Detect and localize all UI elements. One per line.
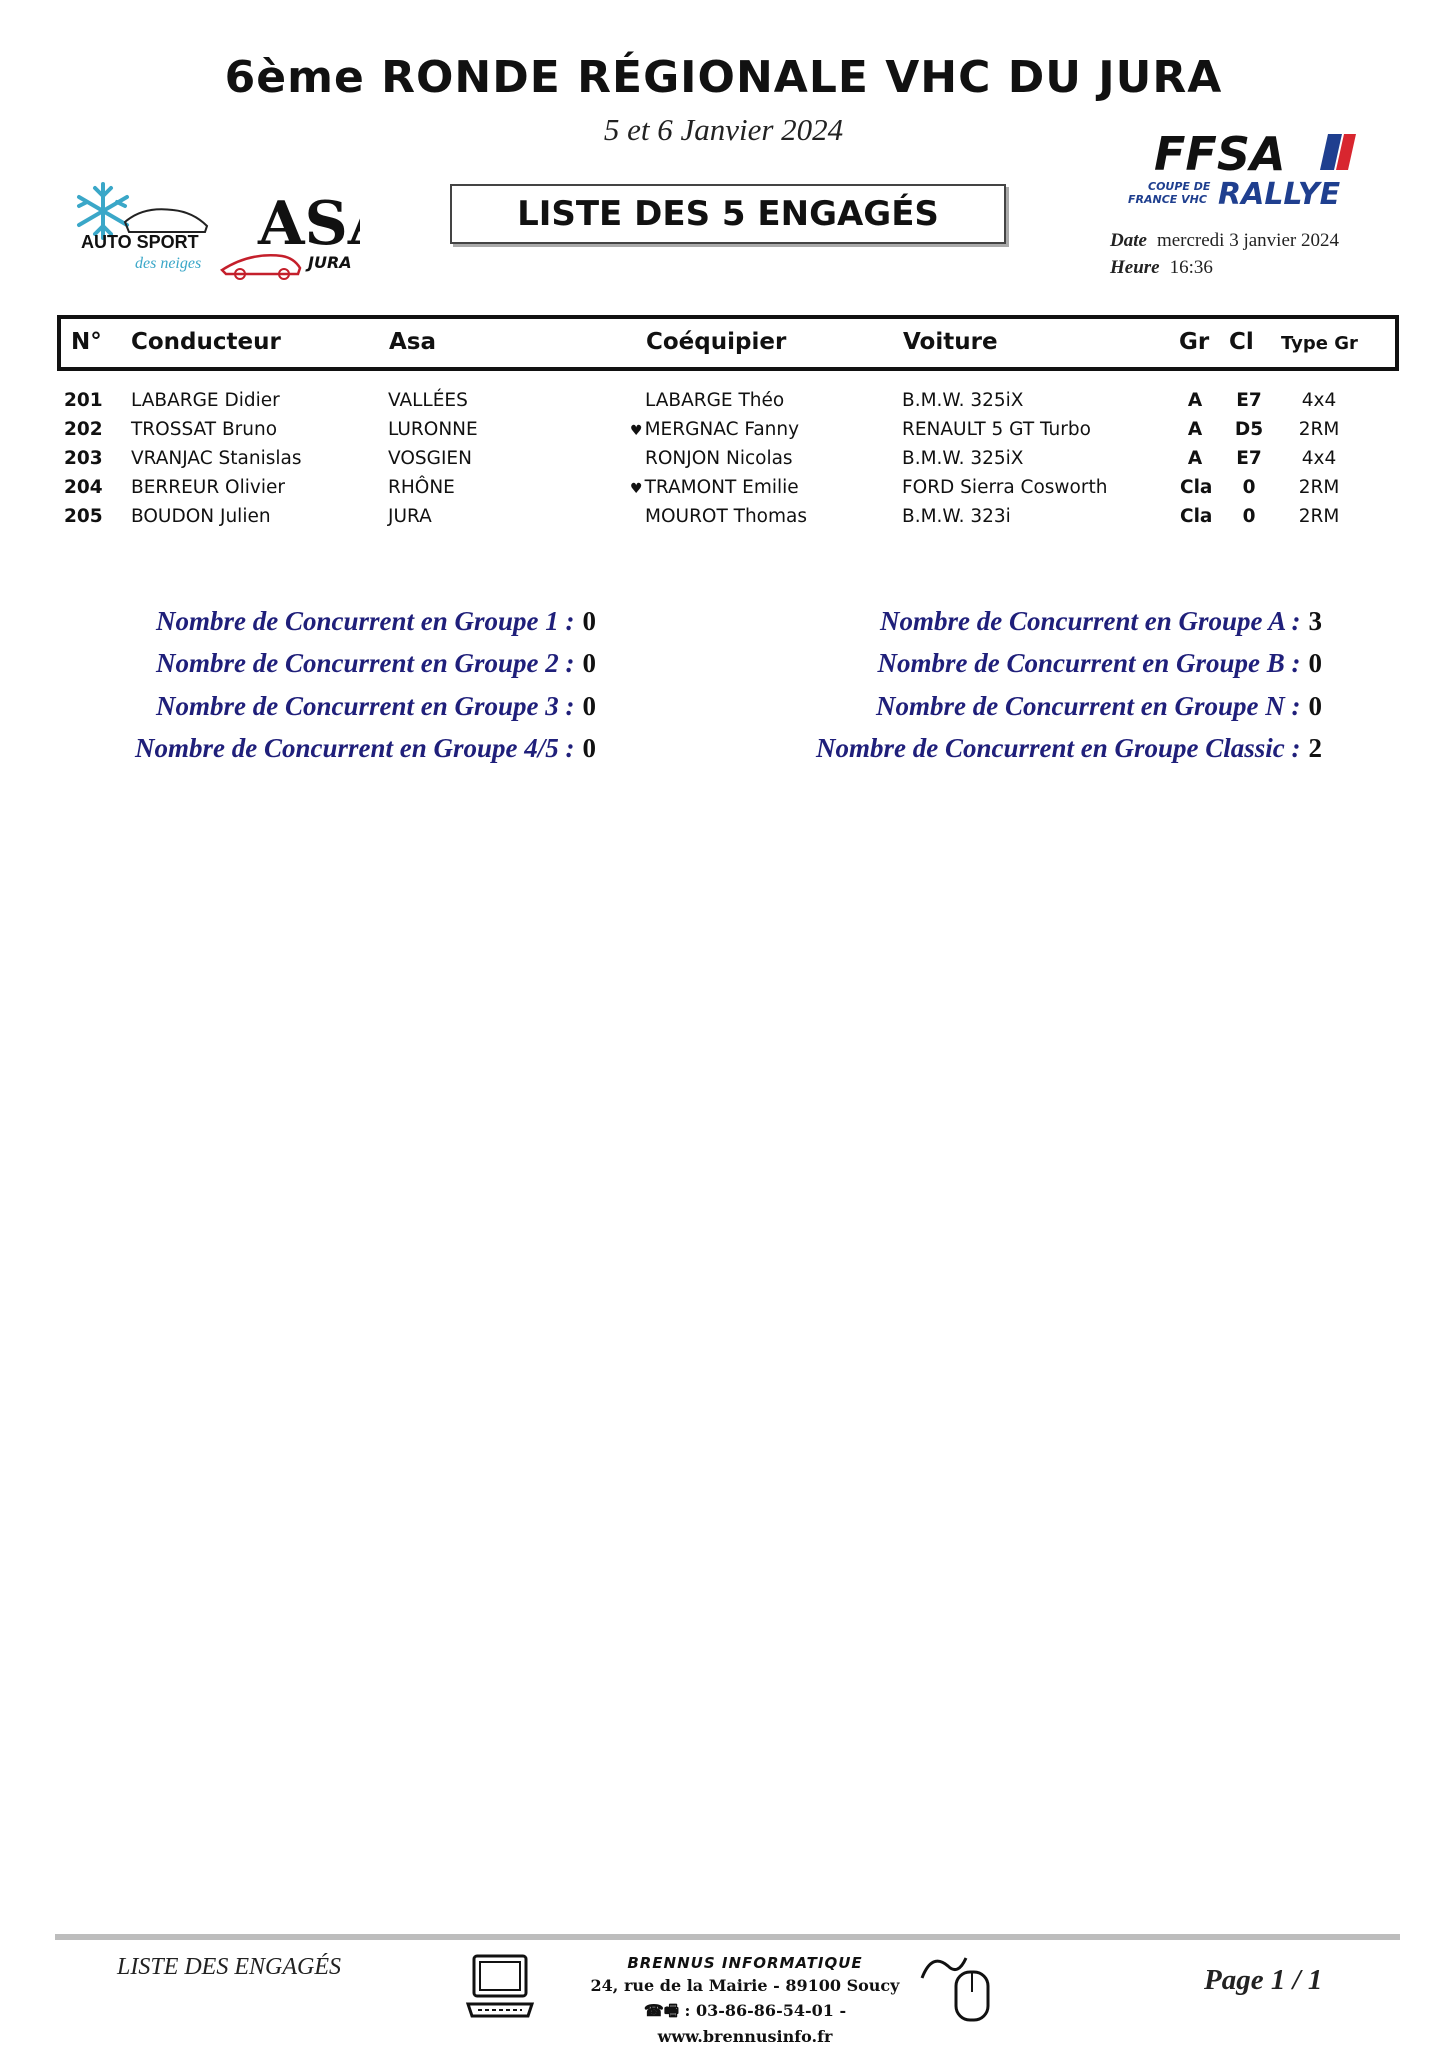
summary-value: 0 xyxy=(1308,648,1322,678)
asa-name: JURA xyxy=(388,506,432,527)
type-group: 4x4 xyxy=(1301,448,1337,469)
car-model: B.M.W. 325iX xyxy=(902,448,1024,469)
list-title-box xyxy=(450,184,1006,244)
summary-label: Nombre de Concurrent en Groupe 3 : xyxy=(155,691,575,721)
type-group: 2RM xyxy=(1298,419,1340,440)
time-value: 16:36 xyxy=(1169,257,1213,278)
header-driver: Conducteur xyxy=(131,329,281,355)
logo-text-jura: JURA xyxy=(308,253,352,272)
codriver-name: RONJON Nicolas xyxy=(645,448,793,469)
logo-text-asa: AS xyxy=(258,189,348,259)
asa-name: RHÔNE xyxy=(388,477,455,498)
footer-brand: BRENNUS INFORMATIQUE xyxy=(627,1954,863,1972)
car-model: RENAULT 5 GT Turbo xyxy=(902,419,1091,440)
logo-text-des-neiges: des neiges xyxy=(135,255,202,272)
table-row xyxy=(0,390,1447,419)
codriver-name: MOUROT Thomas xyxy=(645,506,808,527)
summary-label: Nombre de Concurrent en Groupe 4/5 : xyxy=(134,733,575,763)
group: A xyxy=(1187,419,1203,440)
class: E7 xyxy=(1236,448,1262,469)
auto-sport-des-neiges-logo xyxy=(55,176,215,286)
entry-number: 203 xyxy=(64,448,103,469)
class: D5 xyxy=(1234,419,1264,440)
table-row xyxy=(0,448,1447,477)
logo-text-auto-sport: AUTO SPORT xyxy=(81,232,199,252)
group: Cla xyxy=(1180,477,1213,498)
summary-group-n xyxy=(876,691,1322,722)
footer-divider xyxy=(55,1934,1400,1940)
summary-value: 0 xyxy=(582,733,596,763)
list-title: LISTE DES 5 ENGAGÉS xyxy=(517,194,939,234)
type-group: 2RM xyxy=(1298,506,1340,527)
car-model: FORD Sierra Cosworth xyxy=(902,477,1108,498)
time-line xyxy=(1110,257,1213,279)
summary-group-classic xyxy=(816,733,1322,764)
table-header xyxy=(57,315,1399,371)
event-dates: 5 et 6 Janvier 2024 xyxy=(603,112,844,147)
logo-text-coupe-de: COUPE DE xyxy=(1148,180,1211,193)
footer-document-name: LISTE DES ENGAGÉS xyxy=(117,1954,341,1980)
header-group: Gr xyxy=(1179,329,1210,355)
summary-group-1 xyxy=(156,606,596,637)
entry-number: 205 xyxy=(64,506,103,527)
car-model: B.M.W. 323i xyxy=(902,506,1011,527)
page-number: Page 1 / 1 xyxy=(1204,1964,1323,1996)
codriver-name xyxy=(630,419,799,440)
logo-text-france-vhc: FRANCE VHC xyxy=(1128,193,1207,206)
summary-value: 0 xyxy=(582,606,596,636)
summary-group-a xyxy=(880,606,1322,637)
computer-icon xyxy=(464,1952,536,2020)
codriver-name: LABARGE Théo xyxy=(645,390,785,411)
summary-value: 3 xyxy=(1308,606,1322,636)
codriver-name xyxy=(630,477,799,498)
type-group: 2RM xyxy=(1298,477,1340,498)
date-value: mercredi 3 janvier 2024 xyxy=(1156,230,1339,251)
mouse-icon xyxy=(918,1948,994,2022)
asa-jura-logo xyxy=(220,182,360,282)
summary-group-3 xyxy=(156,691,596,722)
asa-name: VALLÉES xyxy=(388,390,468,411)
car-outline-icon xyxy=(125,209,207,232)
footer-address: 24, rue de la Mairie - 89100 Soucy xyxy=(590,1976,900,1995)
driver-name: BERREUR Olivier xyxy=(131,477,285,498)
entry-number: 202 xyxy=(64,419,103,440)
page-title: 6ème RONDE RÉGIONALE VHC DU JURA xyxy=(224,52,1223,103)
snowflake-icon xyxy=(79,184,127,238)
summary-value: 2 xyxy=(1308,733,1322,763)
header-class: Cl xyxy=(1229,329,1254,355)
group: A xyxy=(1187,448,1203,469)
header-car: Voiture xyxy=(903,329,998,355)
summary-label: Nombre de Concurrent en Groupe 1 : xyxy=(155,606,575,636)
heart-icon: ♥ xyxy=(630,423,643,439)
asa-name: VOSGIEN xyxy=(388,448,472,469)
summary-label: Nombre de Concurrent en Groupe 2 : xyxy=(155,648,575,678)
summary-label: Nombre de Concurrent en Groupe N : xyxy=(875,691,1301,721)
ffsa-coupe-de-france-vhc-rallye-logo xyxy=(1120,126,1360,212)
summary-value: 0 xyxy=(582,691,596,721)
summary-label: Nombre de Concurrent en Groupe B : xyxy=(877,648,1301,678)
header-codriver: Coéquipier xyxy=(646,329,787,355)
class: E7 xyxy=(1236,390,1262,411)
summary-value: 0 xyxy=(1308,691,1322,721)
driver-name: LABARGE Didier xyxy=(131,390,280,411)
driver-name: TROSSAT Bruno xyxy=(131,419,278,440)
car-model: B.M.W. 325iX xyxy=(902,390,1024,411)
summary-value: 0 xyxy=(582,648,596,678)
type-group: 4x4 xyxy=(1301,390,1337,411)
entry-number: 204 xyxy=(64,477,103,498)
driver-name: BOUDON Julien xyxy=(131,506,271,527)
class: 0 xyxy=(1242,477,1256,498)
codriver-name-text: MERGNAC Fanny xyxy=(644,419,800,440)
logo-text-ffsa: FFSA xyxy=(1154,127,1286,181)
group: A xyxy=(1187,390,1203,411)
table-row xyxy=(0,419,1447,448)
header-asa: Asa xyxy=(389,329,437,355)
summary-group-b xyxy=(877,648,1322,679)
header-num: N° xyxy=(71,329,102,355)
logo-text-rallye: RALLYE xyxy=(1218,177,1341,212)
entry-number: 201 xyxy=(64,390,103,411)
group: Cla xyxy=(1180,506,1213,527)
heart-icon: ♥ xyxy=(630,481,643,497)
summary-group-2 xyxy=(156,648,596,679)
date-label: Date xyxy=(1110,230,1147,251)
table-row xyxy=(0,477,1447,506)
class: 0 xyxy=(1242,506,1256,527)
time-label: Heure xyxy=(1110,257,1160,278)
table-row xyxy=(0,506,1447,535)
driver-name: VRANJAC Stanislas xyxy=(131,448,302,469)
summary-label: Nombre de Concurrent en Groupe Classic : xyxy=(815,733,1301,763)
summary-group-4-5 xyxy=(135,733,596,764)
asa-name: LURONNE xyxy=(388,419,478,440)
date-line xyxy=(1110,230,1339,252)
header-type-group: Type Gr xyxy=(1281,333,1358,354)
codriver-name-text: TRAMONT Emilie xyxy=(644,477,799,498)
footer-contact: ☎🖷 : 03-86-86-54-01 - www.brennusinfo.fr xyxy=(643,2001,847,2046)
summary-label: Nombre de Concurrent en Groupe A : xyxy=(879,606,1301,636)
